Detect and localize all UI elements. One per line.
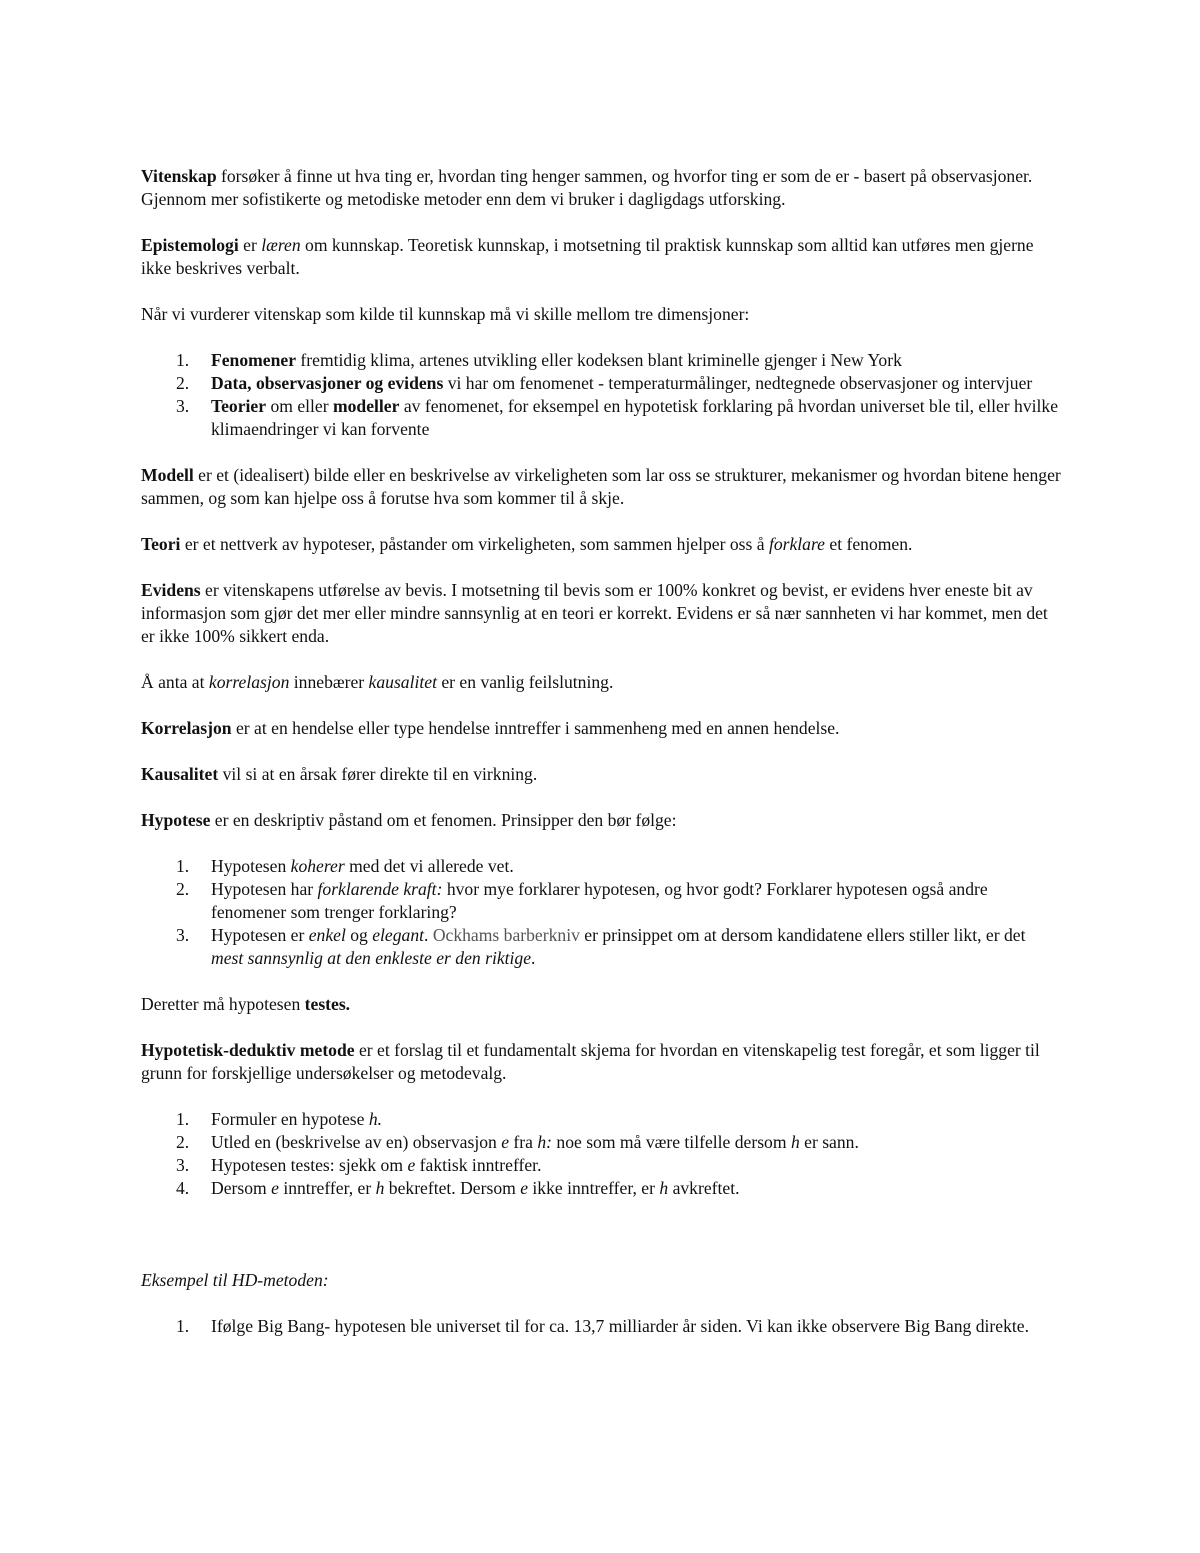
list-item: 2. Utled en (beskrivelse av en) observasjon e fra h: noe som må være tilfelle dersom h er sann. [176, 1132, 859, 1152]
ockhams-barberkniv-link[interactable]: Ockhams barberkniv [432, 925, 580, 945]
list-item: 3. Teorier om eller modeller av fenomenet, for eksempel en hypotetisk forklaring på hvordan universet ble til, eller hvilke klimaendringer vi kan forvente [176, 396, 1059, 439]
list-hypothesis-principles [141, 855, 1061, 970]
paragraph-vitenskap: Vitenskap forsøker å finne ut hva ting er, hvordan ting henger sammen, og hvorfor ting er som de er - basert på observasjoner. Gjennom mer sofistikerte og metodiske metoder enn dem vi bruker i dagligdags utforsking. [141, 166, 1033, 209]
list-item: 1. Ifølge Big Bang- hypotesen ble universet til for ca. 13,7 milliarder år siden. Vi kan ikke observere Big Bang direkte. [176, 1316, 1029, 1336]
list-item: 1. Formuler en hypotese h. [176, 1109, 383, 1129]
term-modell: Modell [141, 465, 194, 485]
paragraph-testes: Deretter må hypotesen testes. [141, 994, 351, 1014]
spacer [141, 1223, 1061, 1269]
term-korrelasjon: Korrelasjon [141, 718, 232, 738]
list-example [141, 1315, 1061, 1338]
term-kausalitet: Kausalitet [141, 764, 219, 784]
paragraph-epistemologi: Epistemologi er læren om kunnskap. Teoretisk kunnskap, i motsetning til praktisk kunnskap som alltid kan utføres men gjerne ikke beskrives verbalt. [141, 235, 1034, 278]
document-body [141, 165, 1061, 1361]
paragraph-kausalitet: Kausalitet vil si at en årsak fører direkte til en virkning. [141, 764, 538, 784]
list-item: 1. Fenomener fremtidig klima, artenes utvikling eller kodeksen blant kriminelle gjenger i New York [176, 350, 902, 370]
paragraph-hypotese: Hypotese er en deskriptiv påstand om et fenomen. Prinsipper den bør følge: [141, 810, 677, 830]
paragraph-modell: Modell er et (idealisert) bilde eller en beskrivelse av virkeligheten som lar oss se strukturer, mekanismer og hvordan bitene henger sammen, og som kan hjelpe oss å forutse hva som kommer til å skje. [141, 465, 1061, 508]
paragraph-evidens: Evidens er vitenskapens utførelse av bevis. I motsetning til bevis som er 100% konkret og bevist, er evidens hver eneste bit av informasjon som gjør det mer eller mindre sannsynlig at en teori er korrekt. Evidens er så nær sannheten vi har kommet, men det er ikke 100% sikkert enda. [141, 580, 1048, 646]
list-dimensions [141, 349, 1061, 441]
list-item: 2. Hypotesen har forklarende kraft: hvor mye forklarer hypotesen, og hvor godt? Forklarer hypotesen også andre fenomener som trenger forklaring? [176, 879, 988, 922]
list-hd-steps [141, 1108, 1061, 1200]
paragraph-teori: Teori er et nettverk av hypoteser, påstander om virkeligheten, som sammen hjelper oss å forklare et fenomen. [141, 534, 913, 554]
term-hypotese: Hypotese [141, 810, 211, 830]
term-vitenskap: Vitenskap [141, 166, 217, 186]
list-item: 2. Data, observasjoner og evidens vi har om fenomenet - temperaturmålinger, nedtegnede observasjoner og intervjuer [176, 373, 1033, 393]
list-item: 1. Hypotesen koherer med det vi allerede vet. [176, 856, 514, 876]
term-epistemologi: Epistemologi [141, 235, 239, 255]
list-item: 3. Hypotesen testes: sjekk om e faktisk inntreffer. [176, 1155, 542, 1175]
paragraph-eksempel-heading: Eksempel til HD-metoden: [141, 1270, 329, 1290]
paragraph-feilslutning: Å anta at korrelasjon innebærer kausalitet er en vanlig feilslutning. [141, 672, 614, 692]
paragraph-dimensions-intro: Når vi vurderer vitenskap som kilde til kunnskap må vi skille mellom tre dimensjoner: [141, 304, 750, 324]
list-item: 4. Dersom e inntreffer, er h bekreftet. Dersom e ikke inntreffer, er h avkreftet. [176, 1178, 740, 1198]
list-item: 3. Hypotesen er enkel og elegant. Ockhams barberkniv er prinsippet om at dersom kandidatene ellers stiller likt, er det mest sannsynlig at den enkleste er den riktige. [176, 925, 1026, 968]
paragraph-hd-metode: Hypotetisk-deduktiv metode er et forslag til et fundamentalt skjema for hvordan en vitenskapelig test foregår, et som ligger til grunn for forskjellige undersøkelser og metodevalg. [141, 1040, 1040, 1083]
term-evidens: Evidens [141, 580, 201, 600]
term-teori: Teori [141, 534, 181, 554]
term-hd-metode: Hypotetisk-deduktiv metode [141, 1040, 355, 1060]
paragraph-korrelasjon: Korrelasjon er at en hendelse eller type hendelse inntreffer i sammenheng med en annen hendelse. [141, 718, 840, 738]
